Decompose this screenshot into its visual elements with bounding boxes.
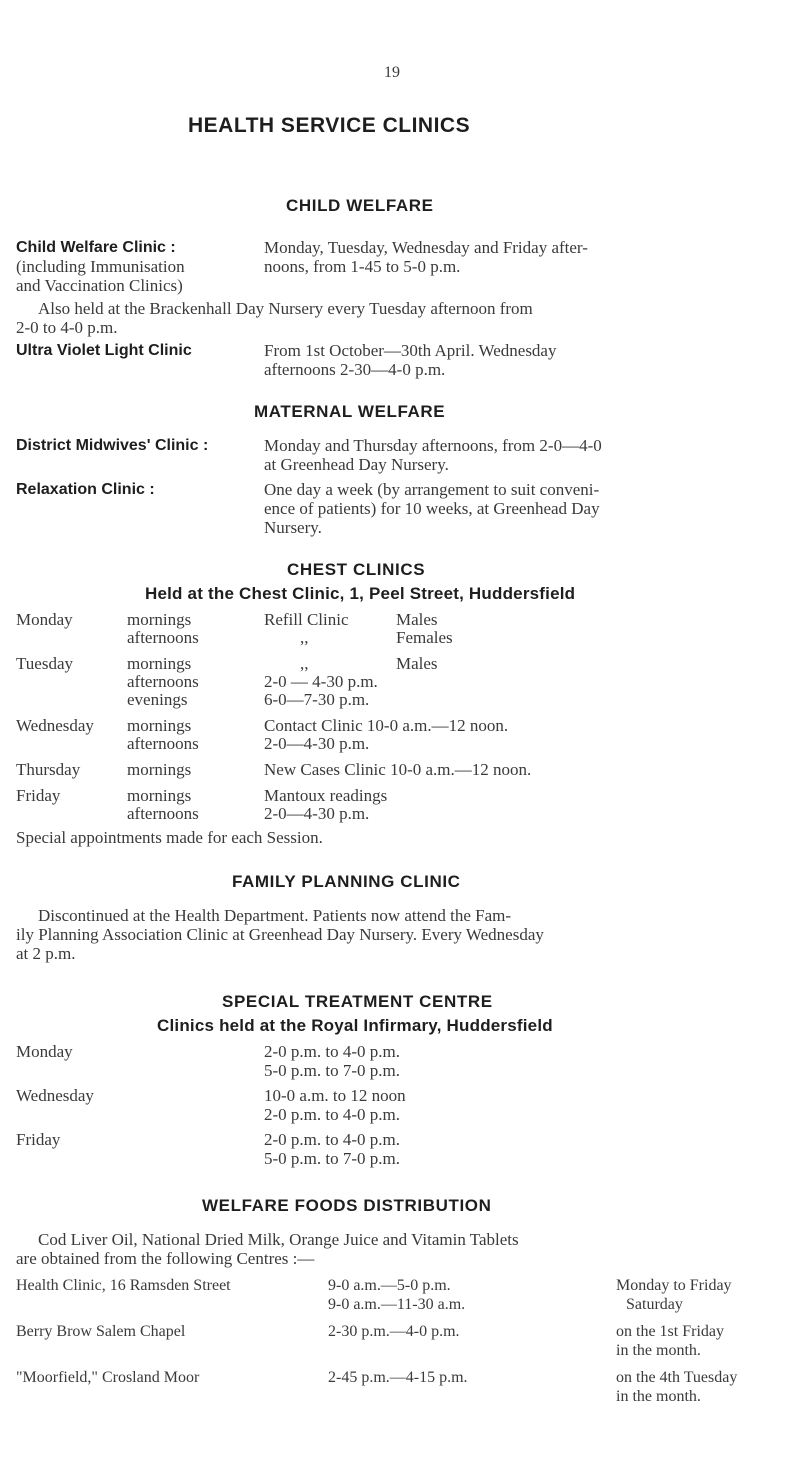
schedule-time: 10-0 a.m. to 12 noon	[264, 1086, 406, 1105]
clinic-label: Ultra Violet Light Clinic	[16, 342, 192, 359]
paragraph-text: at 2 p.m.	[16, 944, 76, 963]
section-heading: CHILD WELFARE	[286, 196, 434, 215]
schedule-detail: ,,	[300, 628, 309, 647]
centre-days: Saturday	[626, 1296, 683, 1313]
section-heading: CHEST CLINICS	[287, 560, 426, 579]
schedule-detail: 2-0—4-30 p.m.	[264, 804, 370, 823]
page-title: HEALTH SERVICE CLINICS	[188, 114, 471, 137]
clinic-label-note: (including Immunisation	[16, 257, 185, 276]
section-subheading: Held at the Chest Clinic, 1, Peel Street, Huddersfield	[145, 584, 576, 603]
schedule-day: Monday	[16, 1042, 73, 1061]
schedule-extra: Males	[396, 654, 438, 673]
clinic-label: Relaxation Clinic :	[16, 481, 155, 498]
clinic-label-note: and Vaccination Clinics)	[16, 276, 183, 295]
schedule-period: mornings	[127, 716, 192, 735]
schedule-period: afternoons	[127, 734, 199, 753]
schedule-time: 2-0 p.m. to 4-0 p.m.	[264, 1105, 400, 1124]
schedule-day: Wednesday	[16, 1086, 94, 1105]
schedule-day: Thursday	[16, 760, 81, 779]
centre-days: on the 1st Friday	[616, 1323, 724, 1340]
schedule-day: Wednesday	[16, 716, 94, 735]
paragraph-text: Also held at the Brackenhall Day Nursery every Tuesday afternoon from	[38, 299, 533, 318]
clinic-text: Monday and Thursday afternoons, from 2-0—4-0	[264, 436, 602, 455]
clinic-text: afternoons 2-30—4-0 p.m.	[264, 360, 446, 379]
schedule-period: mornings	[127, 610, 192, 629]
section-heading: WELFARE FOODS DISTRIBUTION	[202, 1196, 492, 1215]
schedule-detail: Refill Clinic	[264, 610, 349, 629]
clinic-text: ence of patients) for 10 weeks, at Greenhead Day	[264, 499, 600, 518]
clinic-text: noons, from 1-45 to 5-0 p.m.	[264, 257, 461, 276]
centre-time: 9-0 a.m.—11-30 a.m.	[328, 1296, 466, 1313]
schedule-period: afternoons	[127, 672, 199, 691]
schedule-time: 5-0 p.m. to 7-0 p.m.	[264, 1149, 400, 1168]
schedule-day: Friday	[16, 786, 61, 805]
schedule-detail: Contact Clinic 10-0 a.m.—12 noon.	[264, 716, 509, 735]
clinic-text: Monday, Tuesday, Wednesday and Friday after-	[264, 238, 588, 257]
schedule-period: mornings	[127, 760, 192, 779]
centre-days: on the 4th Tuesday	[616, 1369, 738, 1386]
schedule-time: 2-0 p.m. to 4-0 p.m.	[264, 1042, 400, 1061]
clinic-label: Child Welfare Clinic :	[16, 239, 176, 256]
section-heading: FAMILY PLANNING CLINIC	[232, 872, 461, 891]
schedule-extra: Males	[396, 610, 438, 629]
section-subheading: Clinics held at the Royal Infirmary, Huddersfield	[157, 1016, 553, 1035]
schedule-period: afternoons	[127, 628, 199, 647]
schedule-detail: 2-0—4-30 p.m.	[264, 734, 370, 753]
note-text: Special appointments made for each Session.	[16, 828, 323, 847]
schedule-period: mornings	[127, 654, 192, 673]
centre-days: in the month.	[616, 1388, 701, 1405]
paragraph-text: Discontinued at the Health Department. Patients now attend the Fam-	[38, 906, 512, 925]
clinic-text: From 1st October—30th April. Wednesday	[264, 341, 557, 360]
centre-time: 9-0 a.m.—5-0 p.m.	[328, 1277, 451, 1294]
paragraph-text: are obtained from the following Centres :—	[16, 1249, 315, 1268]
clinic-text: Nursery.	[264, 518, 322, 537]
clinic-text: One day a week (by arrangement to suit conveni-	[264, 480, 600, 499]
paragraph-text: 2-0 to 4-0 p.m.	[16, 318, 118, 337]
clinic-text: at Greenhead Day Nursery.	[264, 455, 449, 474]
schedule-period: mornings	[127, 786, 192, 805]
schedule-extra: Females	[396, 628, 453, 647]
schedule-time: 5-0 p.m. to 7-0 p.m.	[264, 1061, 400, 1080]
centre-name: Health Clinic, 16 Ramsden Street	[16, 1277, 231, 1294]
schedule-detail: ,,	[300, 654, 309, 673]
paragraph-text: Cod Liver Oil, National Dried Milk, Orange Juice and Vitamin Tablets	[38, 1230, 519, 1249]
centre-days: in the month.	[616, 1342, 701, 1359]
schedule-period: afternoons	[127, 804, 199, 823]
schedule-detail: New Cases Clinic 10-0 a.m.—12 noon.	[264, 760, 532, 779]
paragraph-text: ily Planning Association Clinic at Greenhead Day Nursery. Every Wednesday	[16, 925, 544, 944]
schedule-detail: Mantoux readings	[264, 786, 388, 805]
section-heading: MATERNAL WELFARE	[254, 402, 446, 421]
schedule-period: evenings	[127, 690, 188, 709]
section-heading: SPECIAL TREATMENT CENTRE	[222, 992, 493, 1011]
clinic-label: District Midwives' Clinic :	[16, 437, 209, 454]
centre-name: Berry Brow Salem Chapel	[16, 1323, 186, 1340]
centre-name: "Moorfield," Crosland Moor	[16, 1369, 200, 1386]
centre-time: 2-45 p.m.—4-15 p.m.	[328, 1369, 468, 1386]
schedule-detail: 6-0—7-30 p.m.	[264, 690, 370, 709]
schedule-day: Tuesday	[16, 654, 73, 673]
centre-days: Monday to Friday	[616, 1277, 732, 1294]
centre-time: 2-30 p.m.—4-0 p.m.	[328, 1323, 460, 1340]
schedule-time: 2-0 p.m. to 4-0 p.m.	[264, 1130, 400, 1149]
schedule-detail: 2-0 — 4-30 p.m.	[264, 672, 378, 691]
schedule-day: Friday	[16, 1130, 61, 1149]
schedule-day: Monday	[16, 610, 73, 629]
page-number: 19	[384, 64, 400, 81]
